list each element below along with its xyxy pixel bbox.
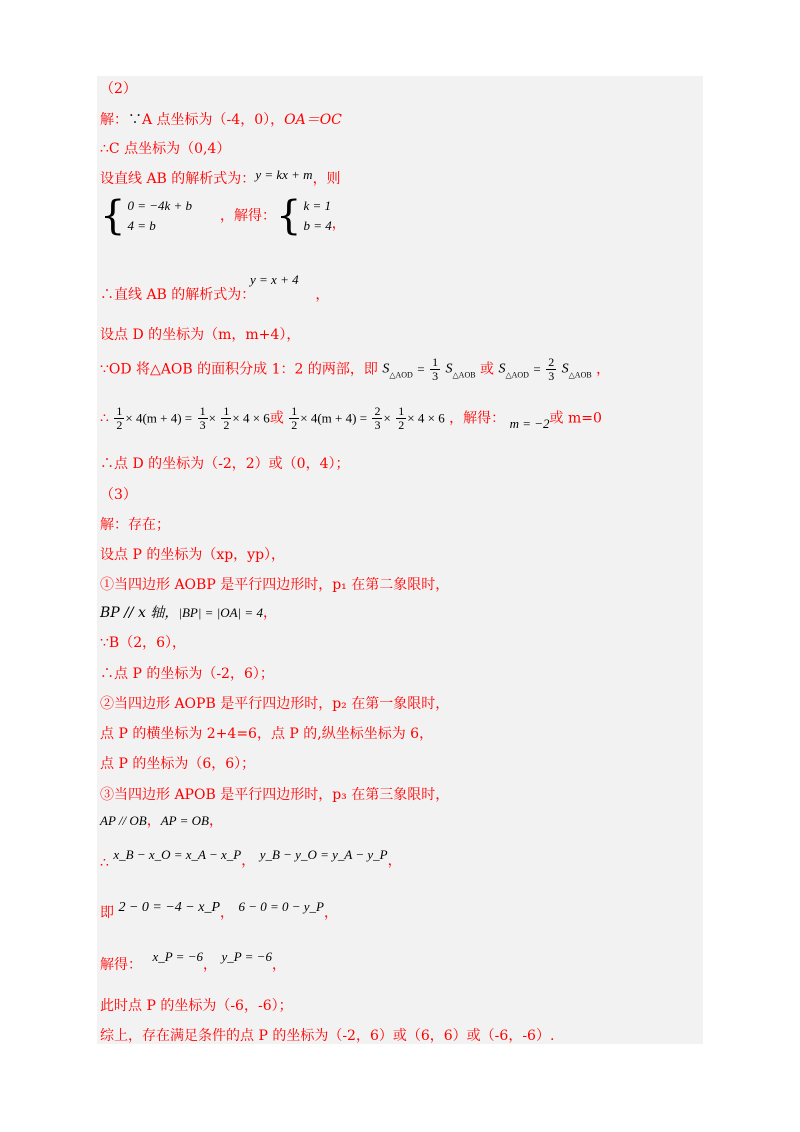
- fraction-third: [198, 405, 208, 432]
- area-sub-3: △AOD: [505, 370, 529, 380]
- yp-value: y_P = −6: [221, 949, 272, 964]
- ab-result-text: ∴直线 AB 的解析式为：: [100, 287, 256, 303]
- area-sub-2: △AOB: [452, 370, 476, 380]
- area-s-1: S: [382, 361, 390, 377]
- system-2: [304, 196, 332, 236]
- line-point-b: ∵B（2，6），: [100, 635, 187, 651]
- system-2-row-1: k = 1: [303, 198, 332, 213]
- line-substitute: [100, 898, 338, 921]
- system-1-row-2: 4 = b: [127, 218, 156, 233]
- line-p1-result: ∴点 P 的坐标为（-2，6）；: [100, 666, 274, 682]
- line-ap-ob: [100, 812, 223, 830]
- frac-num: 2: [548, 355, 555, 369]
- ab-result-end: ，: [315, 287, 330, 303]
- point-a-coords: A 点坐标为（-4，0），: [142, 112, 285, 128]
- bp-parallel-text: BP // x 轴，: [100, 605, 179, 621]
- bp-end: ，: [262, 605, 277, 621]
- oa-equals-oc: OA＝OC: [284, 112, 342, 128]
- area-s-4: S: [561, 361, 569, 377]
- line-systems: [100, 193, 346, 239]
- case-3: ③当四边形 APOB 是平行四边形时，p₃ 在第三象限时，: [100, 787, 450, 803]
- fraction-half-1: [114, 405, 124, 432]
- eq-part-4: × 4(m + 4) =: [300, 410, 368, 426]
- line-p2-x: 点 P 的横坐标为 2+4=6，点 P 的,纵坐标坐标为 6，: [100, 726, 434, 742]
- sep-4: ，: [387, 853, 402, 869]
- line-area-ratio: [100, 356, 610, 384]
- line-point-c: ∴C 点坐标为（0,4）: [100, 141, 231, 157]
- set-ab-text: 设直线 AB 的解析式为：: [100, 171, 256, 187]
- frac-num: 1: [432, 355, 439, 369]
- fraction-two-thirds-2: [372, 405, 382, 432]
- line-ab-result: [100, 286, 329, 304]
- fraction-two-thirds: [546, 356, 556, 383]
- frac-num: 2: [374, 404, 381, 418]
- m-alt: 或 m=0: [549, 410, 602, 427]
- line-p3-result: 此时点 P 的坐标为（-6，-6）；: [100, 998, 293, 1014]
- area-s-2: S: [445, 361, 453, 377]
- y-diff-equation: y_B − y_O = y_A − y_P: [259, 847, 388, 862]
- line-p2-result: 点 P 的坐标为（6，6）；: [100, 756, 256, 772]
- frac-num: 1: [291, 404, 298, 418]
- eq-solve-text: ，解得：: [449, 410, 506, 427]
- line-coordinate-diff: [100, 846, 402, 871]
- substitute-y: 6 − 0 = 0 − y_P: [238, 899, 324, 914]
- ap-equals-ob: AP = OB: [160, 813, 209, 828]
- fraction-one-third: [430, 356, 440, 383]
- line-exists: 解：存在；: [100, 517, 170, 533]
- because-symbol: ∵: [128, 112, 142, 128]
- eq-or: 或: [269, 410, 284, 427]
- formula-y-kx-m: y = kx + m: [255, 167, 313, 182]
- frac-den: 2: [116, 418, 123, 432]
- system-1: [127, 196, 192, 236]
- therefore-symbol-2: ∴: [100, 855, 109, 871]
- frac-num: 1: [199, 404, 206, 418]
- frac-den: 2: [223, 418, 230, 432]
- substitute-x: 2 − 0 = −4 − x_P: [118, 900, 221, 915]
- eq-part-1: × 4(m + 4) =: [125, 410, 193, 426]
- line-set-ab: [100, 167, 341, 188]
- eq-part-5: ×: [383, 410, 391, 426]
- area-sub-1: △AOD: [389, 370, 413, 380]
- system-2-row-2: b = 4: [303, 218, 332, 233]
- eq-part-2: ×: [208, 410, 216, 426]
- system-1-row-1: 0 = −4k + b: [127, 198, 193, 213]
- xp-value: x_P = −6: [152, 949, 203, 964]
- bp-equals-oa: |BP| = |OA| = 4: [178, 605, 263, 620]
- left-brace-1: {: [100, 193, 126, 239]
- frac-den: 3: [374, 418, 381, 432]
- case-2: ②当四边形 AOPB 是平行四边形时，p₂ 在第一象限时，: [100, 696, 450, 712]
- sep-8: ，: [271, 957, 286, 973]
- eq-part-3: × 4 × 6: [232, 410, 270, 426]
- m-value: m = −2: [509, 415, 550, 431]
- frac-den: 2: [291, 418, 298, 432]
- formula-y-x-4: y = x + 4: [250, 272, 299, 287]
- area-s-3: S: [498, 361, 506, 377]
- frac-den: 2: [398, 418, 405, 432]
- frac-den: 3: [199, 418, 206, 432]
- frac-den: 3: [548, 369, 555, 383]
- ap-parallel-ob: AP // OB: [100, 813, 147, 828]
- area-eq-1: =: [417, 361, 425, 377]
- left-brace-2: {: [276, 193, 302, 239]
- frac-num: 1: [223, 404, 230, 418]
- fraction-half-2: [221, 405, 231, 432]
- line-set-d: 设点 D 的坐标为（m，m+4），: [100, 327, 301, 343]
- solve-text-2: 解得：: [100, 957, 142, 973]
- part-2-label: （2）: [100, 81, 137, 97]
- line-equation-m: [100, 405, 602, 432]
- namely-text: 即: [100, 905, 114, 921]
- sep-3: ，: [241, 853, 256, 869]
- eq-part-6: × 4 × 6: [407, 410, 445, 426]
- area-sub-4: △AOB: [568, 370, 592, 380]
- fraction-half-3: [289, 405, 299, 432]
- solve-result-text: ，解得：: [220, 208, 277, 224]
- case-1: ①当四边形 AOBP 是平行四边形时，p₁ 在第二象限时，: [100, 577, 450, 593]
- sep-1: ，: [146, 813, 161, 829]
- system-end: ，: [331, 216, 346, 232]
- x-diff-equation: x_B − x_O = x_A − x_P: [113, 847, 242, 862]
- area-ratio-text: ∵OD 将△AOB 的面积分成 1：2 的两部，即: [100, 361, 378, 378]
- set-ab-end: ，则: [312, 171, 341, 187]
- fraction-half-4: [396, 405, 406, 432]
- line-bp-parallel: [100, 604, 277, 622]
- part-3-label: （3）: [100, 487, 137, 503]
- sep-5: ，: [220, 905, 235, 921]
- line-conclusion: 综上，存在满足条件的点 P 的坐标为（-2，6）或（6，6）或（-6，-6）.: [100, 1028, 555, 1044]
- frac-den: 3: [432, 369, 439, 383]
- area-end: ，: [596, 361, 611, 378]
- area-or: 或: [480, 361, 495, 378]
- solve-label: 解：: [100, 112, 128, 128]
- frac-num: 1: [398, 404, 405, 418]
- sep-2: ，: [208, 813, 223, 829]
- frac-num: 1: [116, 404, 123, 418]
- line-solve-p3: [100, 948, 286, 973]
- sep-6: ，: [324, 905, 338, 921]
- line-point-d-result: ∴点 D 的坐标为（-2，2）或（0，4）；: [100, 456, 350, 472]
- sep-7: ，: [202, 957, 217, 973]
- therefore-symbol: ∴: [100, 410, 109, 427]
- area-eq-2: =: [533, 361, 541, 377]
- line-given-a: [100, 111, 342, 129]
- line-set-p: 设点 P 的坐标为（xp，yp），: [100, 547, 286, 563]
